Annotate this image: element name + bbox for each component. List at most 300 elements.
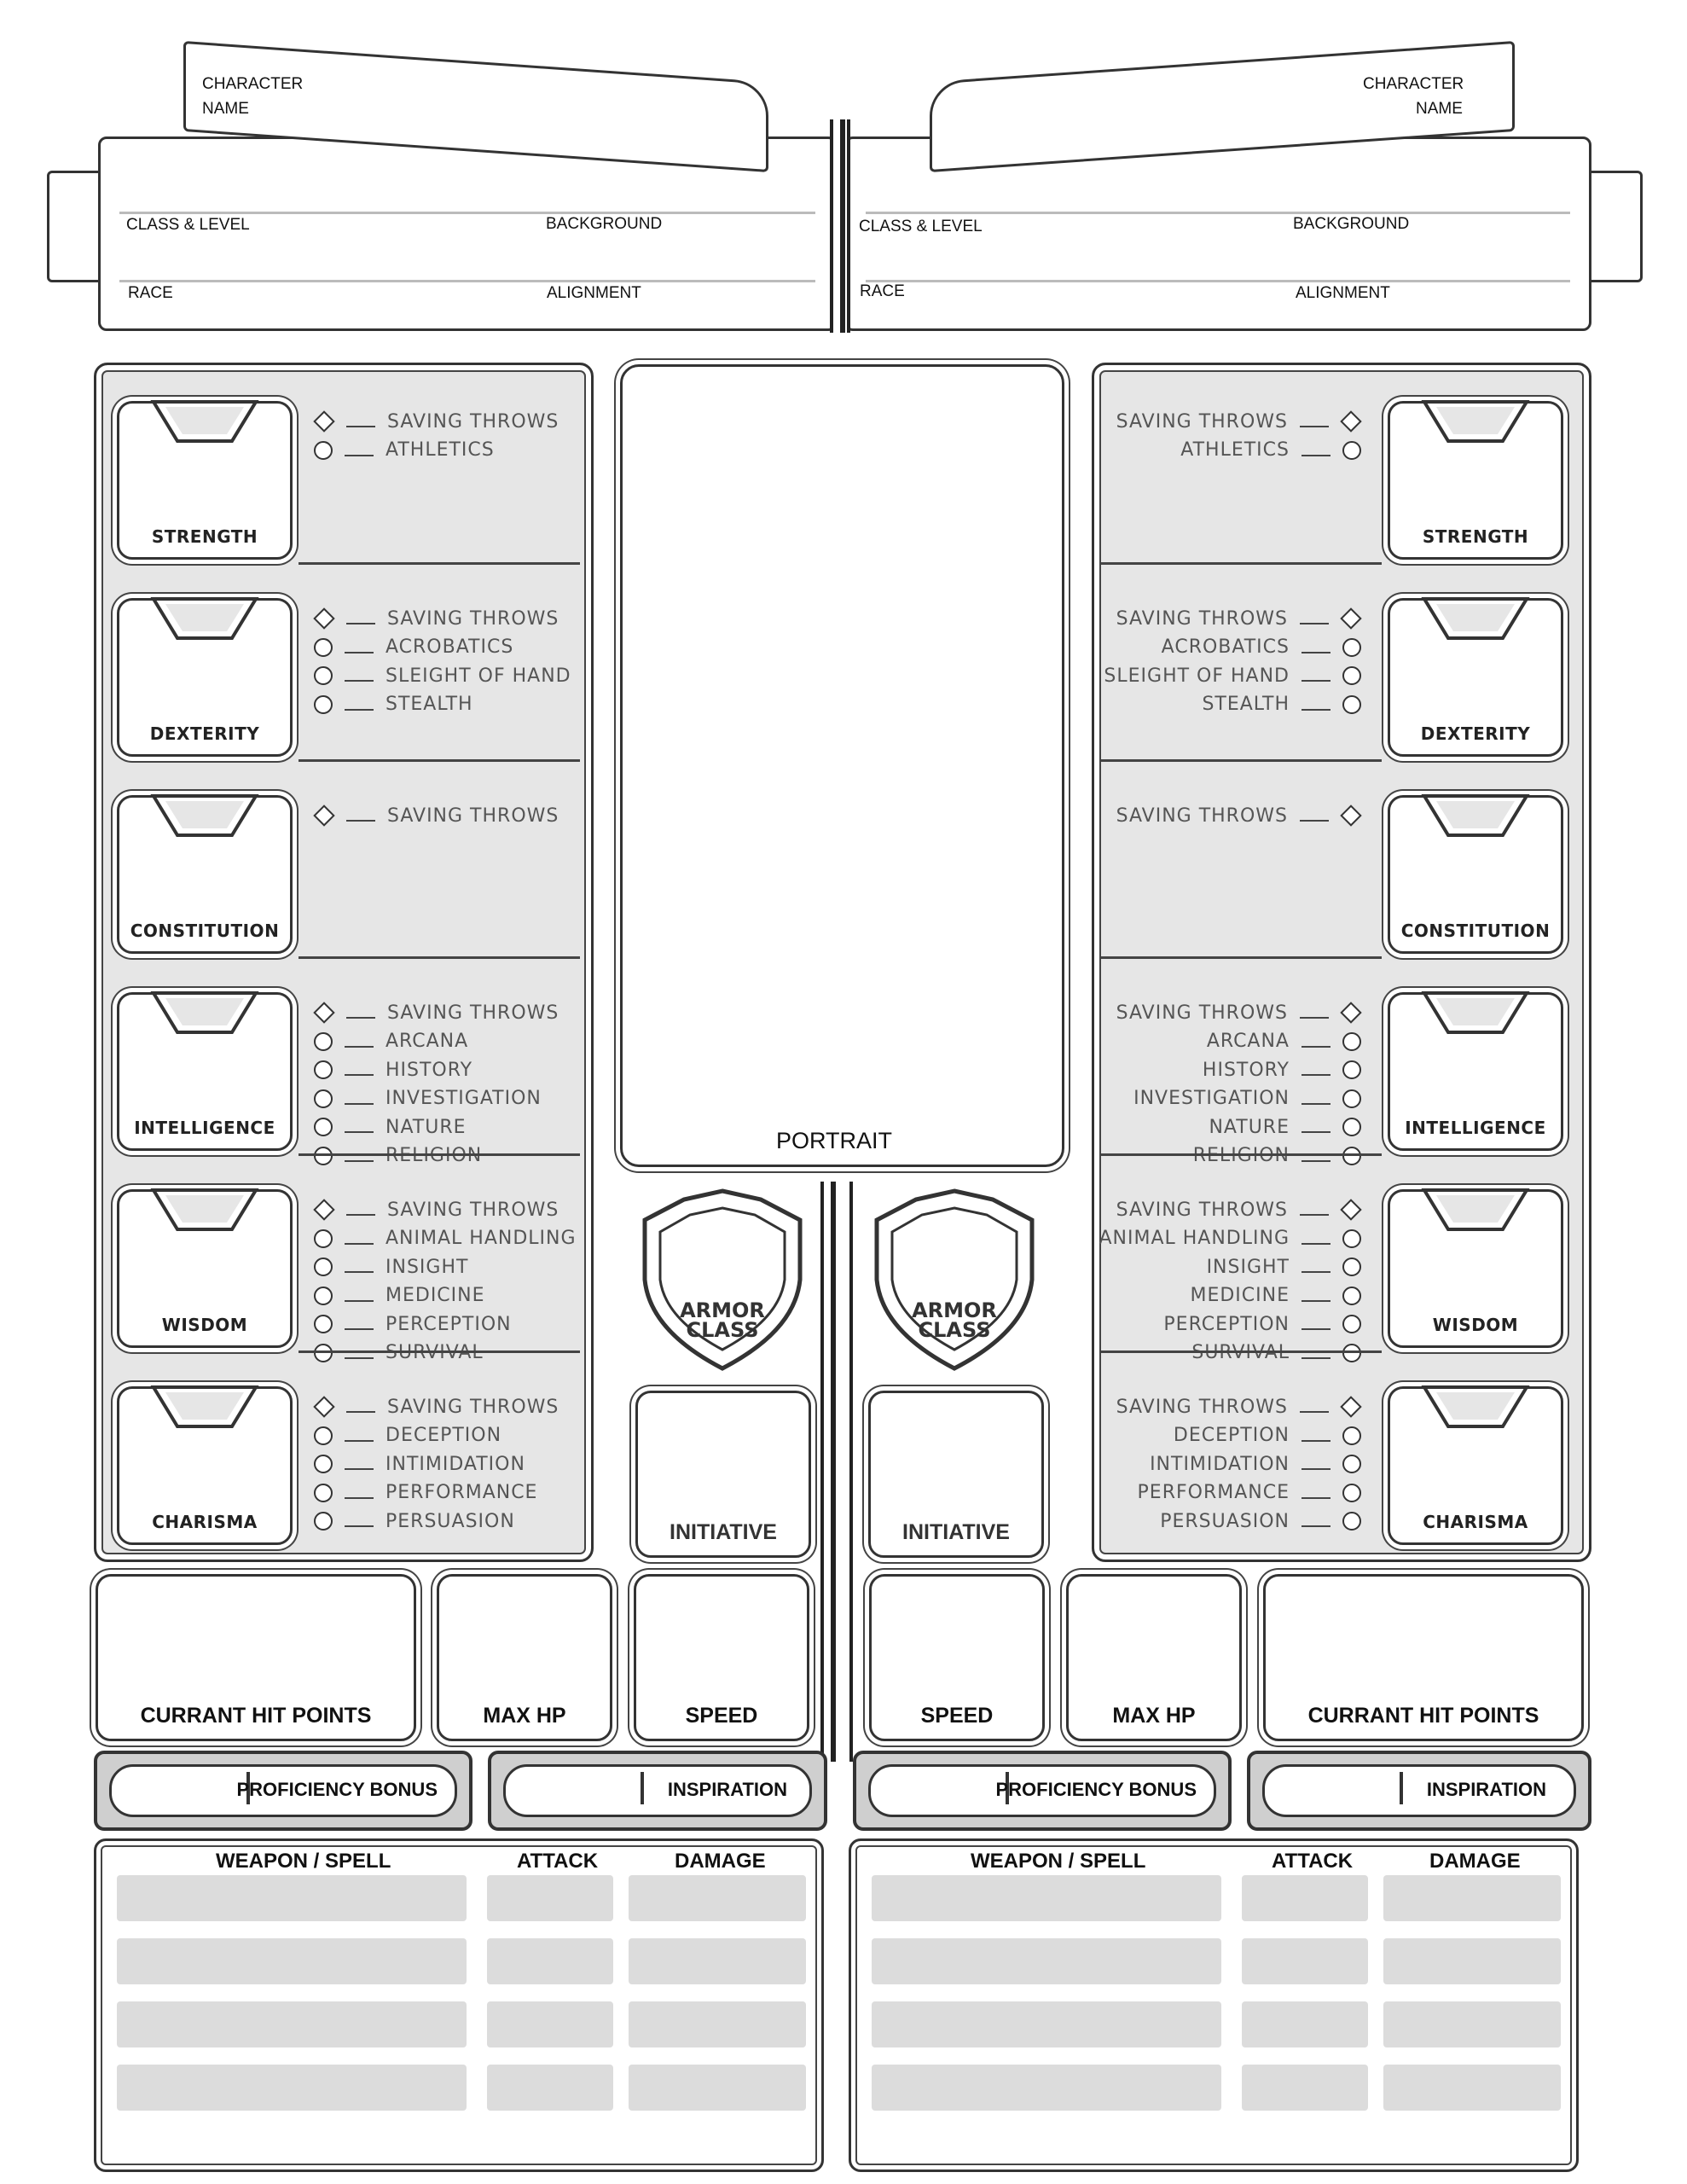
damage-cell[interactable]	[1383, 2065, 1561, 2111]
stat-box-constitution[interactable]	[117, 795, 293, 954]
section-divider	[299, 1350, 580, 1353]
modifier-blank[interactable]	[1301, 1243, 1330, 1245]
pill-frame	[503, 1764, 812, 1817]
modifier-badge[interactable]	[1421, 990, 1530, 1037]
ability-name: WISDOM	[161, 1315, 248, 1335]
skill-row[interactable]	[1202, 691, 1361, 718]
skill-row[interactable]	[314, 408, 559, 435]
ability-name: CONSTITUTION	[1400, 921, 1551, 941]
stat-box-intelligence[interactable]	[117, 992, 293, 1151]
skill-row[interactable]	[1116, 408, 1361, 435]
proficiency-bonus-bar-left[interactable]	[94, 1751, 472, 1831]
skill-row[interactable]	[1163, 1310, 1361, 1338]
proficiency-circle-icon[interactable]	[314, 1512, 333, 1531]
skill-row[interactable]	[314, 1225, 577, 1252]
proficiency-circle-icon[interactable]	[314, 1258, 333, 1276]
inspiration-label: INSPIRATION	[667, 1779, 787, 1800]
skill-label: NATURE	[1209, 1116, 1290, 1138]
modifier-blank[interactable]	[1300, 426, 1329, 427]
header-spine	[830, 119, 850, 333]
saving-throw-diamond-icon[interactable]	[1340, 1396, 1361, 1417]
ability-name: DEXTERITY	[1420, 723, 1531, 744]
modifier-blank[interactable]	[345, 1131, 374, 1133]
weapon-spell-header: WEAPON / SPELL	[971, 1850, 1146, 1873]
skill-row[interactable]	[1133, 1085, 1361, 1112]
skill-label: SLEIGHT OF HAND	[386, 665, 571, 687]
modifier-blank[interactable]	[345, 1440, 374, 1442]
race-field[interactable]: RACE	[860, 282, 905, 300]
damage-cell[interactable]	[1383, 1875, 1561, 1921]
proficiency-circle-icon[interactable]	[1342, 1229, 1361, 1248]
proficiency-bonus-label: PROFICIENCY BONUS	[236, 1779, 438, 1800]
modifier-blank[interactable]	[1301, 1328, 1330, 1330]
weapon-spell-cell[interactable]	[872, 1938, 1221, 1984]
modifier-blank[interactable]	[345, 709, 374, 711]
modifier-badge[interactable]	[150, 1384, 259, 1432]
saving-throw-diamond-icon[interactable]	[1340, 804, 1361, 826]
saving-throw-diamond-icon[interactable]	[1340, 607, 1361, 629]
modifier-blank[interactable]	[345, 1046, 374, 1048]
proficiency-circle-icon[interactable]	[314, 1484, 333, 1502]
saving-throw-diamond-icon[interactable]	[313, 410, 334, 432]
skill-row[interactable]	[314, 1056, 472, 1083]
skill-label: INVESTIGATION	[386, 1088, 542, 1109]
skill-row[interactable]	[314, 437, 495, 464]
skill-row[interactable]	[1116, 1393, 1361, 1420]
attack-cell[interactable]	[487, 1875, 613, 1921]
proficiency-circle-icon[interactable]	[1342, 695, 1361, 714]
portrait-label: PORTRAIT	[776, 1128, 893, 1153]
proficiency-circle-icon[interactable]	[1342, 666, 1361, 685]
skill-row[interactable]	[1116, 999, 1361, 1026]
proficiency-circle-icon[interactable]	[314, 1089, 333, 1108]
skill-label: PERSUASION	[1160, 1510, 1290, 1532]
max-hp-box-right[interactable]	[1066, 1574, 1242, 1741]
skill-row[interactable]	[1116, 802, 1361, 829]
class-level-field[interactable]: CLASS & LEVEL	[126, 216, 250, 234]
modifier-blank[interactable]	[1301, 680, 1330, 682]
section-divider	[299, 1153, 580, 1156]
saving-throw-diamond-icon[interactable]	[313, 1199, 334, 1220]
modifier-blank[interactable]	[345, 1300, 374, 1302]
stat-box-wisdom[interactable]	[1388, 1189, 1563, 1348]
stat-box-dexterity[interactable]	[1388, 598, 1563, 757]
divider-line	[119, 280, 815, 282]
max-hp-box-left[interactable]	[437, 1574, 612, 1741]
skill-label: NATURE	[386, 1116, 467, 1138]
attack-cell[interactable]	[487, 1938, 613, 1984]
skill-label: DECEPTION	[386, 1425, 502, 1446]
ability-name: INTELLIGENCE	[134, 1118, 275, 1138]
damage-cell[interactable]	[629, 2065, 806, 2111]
saving-throw-diamond-icon[interactable]	[313, 1396, 334, 1417]
skill-label: SAVING THROWS	[387, 1199, 559, 1221]
name-label: NAME	[202, 100, 249, 118]
modifier-blank[interactable]	[1301, 1300, 1330, 1302]
current-hp-box-right[interactable]	[1263, 1574, 1584, 1741]
stat-box-strength[interactable]	[117, 401, 293, 560]
modifier-blank[interactable]	[346, 820, 375, 822]
skill-label: SAVING THROWS	[1116, 804, 1288, 827]
skill-row[interactable]	[1104, 662, 1361, 689]
skill-row[interactable]	[314, 662, 571, 689]
saving-throw-diamond-icon[interactable]	[313, 607, 334, 629]
saving-throw-diamond-icon[interactable]	[313, 804, 334, 826]
ability-name: DEXTERITY	[149, 723, 260, 744]
skill-row[interactable]	[314, 999, 559, 1026]
skill-row[interactable]	[314, 605, 559, 632]
proficiency-circle-icon[interactable]	[1342, 1455, 1361, 1473]
skill-row[interactable]	[314, 802, 559, 829]
damage-cell[interactable]	[629, 1938, 806, 1984]
proficiency-circle-icon[interactable]	[314, 1287, 333, 1305]
armor-class-label-left	[633, 1298, 812, 1342]
ability-name: STRENGTH	[1422, 526, 1529, 547]
modifier-badge[interactable]	[150, 1187, 259, 1234]
skill-label: ANIMAL HANDLING	[1099, 1228, 1290, 1249]
modifier-blank[interactable]	[345, 1497, 374, 1499]
modifier-blank[interactable]	[1301, 1440, 1330, 1442]
proficiency-circle-icon[interactable]	[1342, 1032, 1361, 1051]
skill-label: HISTORY	[1202, 1059, 1290, 1081]
skill-row[interactable]	[1162, 634, 1361, 661]
saving-throw-diamond-icon[interactable]	[1340, 1002, 1361, 1023]
section-divider	[299, 759, 580, 762]
skill-label: MEDICINE	[386, 1285, 485, 1306]
armor-class-label-right	[865, 1298, 1044, 1342]
proficiency-circle-icon[interactable]	[1342, 1512, 1361, 1531]
stat-box-charisma[interactable]	[117, 1386, 293, 1545]
skill-label: HISTORY	[386, 1059, 473, 1081]
modifier-blank[interactable]	[345, 1160, 374, 1162]
proficiency-circle-icon[interactable]	[314, 666, 333, 685]
skill-row[interactable]	[314, 1196, 559, 1223]
modifier-blank[interactable]	[1301, 1357, 1330, 1359]
skill-row[interactable]	[1099, 1225, 1361, 1252]
modifier-blank[interactable]	[1301, 1525, 1330, 1527]
modifier-blank[interactable]	[345, 652, 374, 653]
attack-cell[interactable]	[487, 2001, 613, 2048]
skill-row[interactable]	[314, 1507, 515, 1535]
modifier-blank[interactable]	[345, 1271, 374, 1273]
proficiency-circle-icon[interactable]	[1342, 1426, 1361, 1445]
shield-icon[interactable]	[865, 1186, 1044, 1374]
saving-throw-diamond-icon[interactable]	[313, 1002, 334, 1023]
skill-row[interactable]	[1116, 605, 1361, 632]
skill-row[interactable]	[1174, 1422, 1361, 1449]
pill-frame	[868, 1764, 1216, 1817]
proficiency-circle-icon[interactable]	[314, 638, 333, 657]
inspiration-value-slot[interactable]	[521, 1772, 644, 1804]
portrait-frame[interactable]	[620, 364, 1064, 1167]
modifier-blank[interactable]	[1301, 1046, 1330, 1048]
proficiency-circle-icon[interactable]	[1342, 1315, 1361, 1333]
current-hp-box-left[interactable]	[96, 1574, 416, 1741]
modifier-badge[interactable]	[1421, 595, 1530, 643]
alignment-field[interactable]: ALIGNMENT	[1296, 284, 1390, 302]
modifier-badge[interactable]	[1421, 1384, 1530, 1432]
weapon-spell-cell[interactable]	[117, 1938, 467, 1984]
modifier-blank[interactable]	[1300, 1411, 1329, 1413]
alignment-field[interactable]: ALIGNMENT	[547, 284, 641, 302]
skill-label: SAVING THROWS	[387, 1002, 559, 1024]
skill-row[interactable]	[314, 1085, 542, 1112]
skill-label: SAVING THROWS	[387, 804, 559, 827]
character-label: CHARACTER	[1363, 75, 1464, 93]
armor-label: ARMOR	[912, 1298, 997, 1322]
ability-name: CONSTITUTION	[130, 921, 280, 941]
speed-label: SPEED	[685, 1704, 758, 1728]
weapon-spell-cell[interactable]	[872, 2065, 1221, 2111]
pill-frame	[1262, 1764, 1576, 1817]
skill-row[interactable]	[314, 1393, 559, 1420]
modifier-badge[interactable]	[150, 793, 259, 840]
skill-label: INTIMIDATION	[1150, 1453, 1290, 1475]
attack-header: ATTACK	[1272, 1850, 1354, 1873]
skill-row[interactable]	[314, 1310, 512, 1338]
modifier-blank[interactable]	[1300, 623, 1329, 624]
skill-label: ACROBATICS	[1161, 636, 1290, 658]
section-divider	[1100, 1350, 1382, 1353]
attacks-table-right	[849, 1838, 1579, 2172]
weapon-spell-cell[interactable]	[117, 2065, 467, 2111]
modifier-blank[interactable]	[1300, 1017, 1329, 1019]
skill-row[interactable]	[1116, 1196, 1361, 1223]
skill-label: ARCANA	[386, 1031, 469, 1052]
section-divider	[1100, 759, 1382, 762]
inspiration-bar-right[interactable]	[1247, 1751, 1591, 1831]
damage-cell[interactable]	[1383, 1938, 1561, 1984]
modifier-badge[interactable]	[1421, 793, 1530, 840]
skill-label: PERFORMANCE	[1137, 1482, 1290, 1503]
proficiency-circle-icon[interactable]	[1342, 1118, 1361, 1136]
skill-label: STEALTH	[1202, 694, 1290, 715]
modifier-badge[interactable]	[150, 990, 259, 1037]
max-hp-label: MAX HP	[483, 1704, 566, 1728]
attacks-table-left	[94, 1838, 824, 2172]
max-hp-label: MAX HP	[1112, 1704, 1196, 1728]
skill-label: SAVING THROWS	[387, 607, 559, 630]
modifier-blank[interactable]	[345, 1243, 374, 1245]
attack-cell[interactable]	[1242, 1875, 1368, 1921]
skill-label: ANIMAL HANDLING	[386, 1228, 577, 1249]
modifier-blank[interactable]	[346, 1411, 375, 1413]
weapon-spell-cell[interactable]	[117, 1875, 467, 1921]
speed-box-right[interactable]	[869, 1574, 1045, 1741]
proficiency-circle-icon[interactable]	[1342, 638, 1361, 657]
modifier-blank[interactable]	[345, 1357, 374, 1359]
modifier-blank[interactable]	[1301, 709, 1330, 711]
modifier-blank[interactable]	[345, 1328, 374, 1330]
initiative-box-left[interactable]	[635, 1391, 811, 1558]
skill-label: PERFORMANCE	[386, 1482, 538, 1503]
skill-row[interactable]	[314, 1282, 485, 1310]
attack-header: ATTACK	[517, 1850, 599, 1873]
name-label: NAME	[1416, 100, 1463, 118]
inspiration-bar-left[interactable]	[488, 1751, 827, 1831]
modifier-blank[interactable]	[1300, 820, 1329, 822]
proficiency-circle-icon[interactable]	[314, 1032, 333, 1051]
skill-row[interactable]	[1207, 1028, 1361, 1055]
divider-line	[866, 212, 1570, 214]
skill-label: ARCANA	[1206, 1031, 1290, 1052]
section-divider	[1100, 956, 1382, 959]
race-field[interactable]: RACE	[128, 284, 173, 302]
initiative-box-right[interactable]	[868, 1391, 1044, 1558]
skill-row[interactable]	[1160, 1507, 1361, 1535]
modifier-blank[interactable]	[1300, 1214, 1329, 1216]
attack-cell[interactable]	[487, 2065, 613, 2111]
speed-box-left[interactable]	[634, 1574, 809, 1741]
proficiency-circle-icon[interactable]	[314, 1315, 333, 1333]
skill-label: SAVING THROWS	[387, 410, 559, 433]
modifier-blank[interactable]	[1301, 1497, 1330, 1499]
modifier-blank[interactable]	[1301, 1074, 1330, 1076]
modifier-blank[interactable]	[1301, 1468, 1330, 1470]
proficiency-circle-icon[interactable]	[314, 695, 333, 714]
modifier-blank[interactable]	[345, 455, 374, 456]
skill-label: PERSUASION	[386, 1510, 515, 1532]
skill-label: PERCEPTION	[1163, 1313, 1290, 1335]
modifier-badge[interactable]	[150, 595, 259, 643]
attack-cell[interactable]	[1242, 1938, 1368, 1984]
weapon-spell-header: WEAPON / SPELL	[216, 1850, 391, 1873]
proficiency-circle-icon[interactable]	[314, 441, 333, 460]
damage-cell[interactable]	[629, 1875, 806, 1921]
modifier-blank[interactable]	[1301, 1160, 1330, 1162]
attack-cell[interactable]	[1242, 2001, 1368, 2048]
saving-throw-diamond-icon[interactable]	[1340, 1199, 1361, 1220]
skill-row[interactable]	[1203, 1056, 1361, 1083]
stat-box-constitution[interactable]	[1388, 795, 1563, 954]
skill-label: SAVING THROWS	[1116, 1199, 1288, 1221]
attack-cell[interactable]	[1242, 2065, 1368, 2111]
stat-box-strength[interactable]	[1388, 401, 1563, 560]
skill-row[interactable]	[1138, 1479, 1361, 1507]
skill-label: DECEPTION	[1173, 1425, 1290, 1446]
modifier-blank[interactable]	[346, 623, 375, 624]
stat-box-dexterity[interactable]	[117, 598, 293, 757]
ability-name: STRENGTH	[151, 526, 258, 547]
proficiency-circle-icon[interactable]	[1342, 441, 1361, 460]
skill-row[interactable]	[314, 1253, 468, 1281]
modifier-blank[interactable]	[345, 1468, 374, 1470]
modifier-blank[interactable]	[345, 1103, 374, 1105]
proficiency-value-slot[interactable]	[886, 1772, 1009, 1804]
skill-row[interactable]	[314, 1450, 525, 1478]
damage-cell[interactable]	[1383, 2001, 1561, 2048]
weapon-spell-cell[interactable]	[117, 2001, 467, 2048]
skill-row[interactable]	[314, 1479, 537, 1507]
skill-label: MEDICINE	[1190, 1285, 1290, 1306]
modifier-blank[interactable]	[1301, 652, 1330, 653]
speed-label: SPEED	[920, 1704, 994, 1728]
skill-label: ATHLETICS	[1180, 439, 1290, 461]
class-label: CLASS	[918, 1318, 991, 1342]
modifier-blank[interactable]	[1301, 1103, 1330, 1105]
modifier-blank[interactable]	[346, 1017, 375, 1019]
proficiency-circle-icon[interactable]	[1342, 1484, 1361, 1502]
skill-row[interactable]	[1207, 1253, 1361, 1281]
skill-row[interactable]	[314, 1422, 501, 1449]
shield-icon[interactable]	[633, 1186, 812, 1374]
skill-row[interactable]	[1150, 1450, 1361, 1478]
modifier-blank[interactable]	[345, 1074, 374, 1076]
background-field[interactable]: BACKGROUND	[1293, 215, 1410, 233]
armor-label: ARMOR	[680, 1298, 765, 1322]
skill-label: ATHLETICS	[386, 439, 495, 461]
proficiency-circle-icon[interactable]	[314, 1060, 333, 1079]
skill-row[interactable]	[314, 1028, 468, 1055]
weapon-spell-cell[interactable]	[872, 2001, 1221, 2048]
divider-line	[866, 280, 1570, 282]
modifier-badge[interactable]	[150, 398, 259, 446]
modifier-blank[interactable]	[346, 426, 375, 427]
proficiency-circle-icon[interactable]	[314, 1118, 333, 1136]
inspiration-value-slot[interactable]	[1280, 1772, 1403, 1804]
modifier-blank[interactable]	[345, 1525, 374, 1527]
saving-throw-diamond-icon[interactable]	[1340, 410, 1361, 432]
skill-label: SAVING THROWS	[1116, 1396, 1288, 1418]
skill-row[interactable]	[314, 1113, 467, 1141]
modifier-blank[interactable]	[1301, 1131, 1330, 1133]
section-divider	[299, 956, 580, 959]
modifier-blank[interactable]	[345, 680, 374, 682]
proficiency-circle-icon[interactable]	[314, 1455, 333, 1473]
proficiency-circle-icon[interactable]	[1342, 1060, 1361, 1079]
section-divider	[1100, 562, 1382, 565]
modifier-blank[interactable]	[346, 1214, 375, 1216]
skill-label: STEALTH	[386, 694, 473, 715]
stat-box-wisdom[interactable]	[117, 1189, 293, 1348]
proficiency-circle-icon[interactable]	[314, 1229, 333, 1248]
weapon-spell-cell[interactable]	[872, 1875, 1221, 1921]
modifier-blank[interactable]	[1301, 455, 1330, 456]
skill-label: INSIGHT	[1206, 1256, 1290, 1278]
background-field[interactable]: BACKGROUND	[546, 215, 663, 233]
skill-row[interactable]	[1190, 1282, 1361, 1310]
proficiency-circle-icon[interactable]	[1342, 1258, 1361, 1276]
class-label: CLASS	[686, 1318, 759, 1342]
skill-label: SAVING THROWS	[1116, 410, 1288, 433]
skill-row[interactable]	[314, 634, 513, 661]
stat-box-intelligence[interactable]	[1388, 992, 1563, 1151]
class-level-field[interactable]: CLASS & LEVEL	[859, 218, 983, 235]
skill-row[interactable]	[314, 691, 473, 718]
center-spine	[820, 1182, 853, 1762]
section-divider	[1100, 1153, 1382, 1156]
current-hp-label: CURRANT HIT POINTS	[1307, 1704, 1539, 1728]
divider-line	[119, 212, 815, 214]
skill-label: SAVING THROWS	[387, 1396, 559, 1418]
skill-label: ACROBATICS	[386, 636, 514, 658]
damage-header: DAMAGE	[675, 1850, 766, 1873]
proficiency-circle-icon[interactable]	[1342, 1287, 1361, 1305]
proficiency-circle-icon[interactable]	[314, 1426, 333, 1445]
modifier-badge[interactable]	[1421, 1187, 1530, 1234]
proficiency-value-slot[interactable]	[127, 1772, 250, 1804]
damage-cell[interactable]	[629, 2001, 806, 2048]
ability-name: WISDOM	[1432, 1315, 1519, 1335]
proficiency-bonus-bar-right[interactable]	[853, 1751, 1232, 1831]
modifier-blank[interactable]	[1301, 1271, 1330, 1273]
modifier-badge[interactable]	[1421, 398, 1530, 446]
proficiency-circle-icon[interactable]	[1342, 1089, 1361, 1108]
stat-box-charisma[interactable]	[1388, 1386, 1563, 1545]
skill-label: SAVING THROWS	[1116, 607, 1288, 630]
skill-row[interactable]	[1180, 437, 1361, 464]
skill-row[interactable]	[1209, 1113, 1361, 1141]
